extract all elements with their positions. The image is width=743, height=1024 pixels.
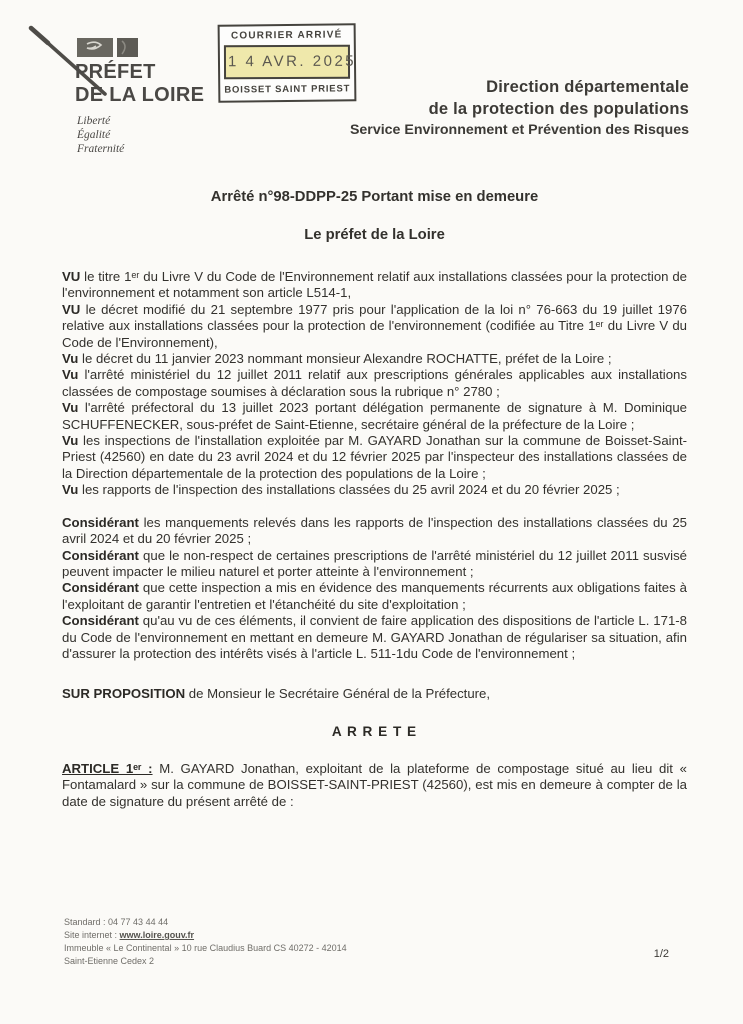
motto-egalite: Égalité xyxy=(77,129,111,141)
footer-website-link: www.loire.gouv.fr xyxy=(119,930,195,940)
paragraph-text: que cette inspection a mis en évidence des manquements récurrents aux obligations faites à l'exploitant de garantir l'entretien et l'étanchéité du site d'exploitation ; xyxy=(62,580,687,612)
paragraph-lead: Vu xyxy=(62,433,79,449)
paragraph-text: les inspections de l'installation exploitée par M. GAYARD Jonathan sur la commune de Boisset-Saint-Priest (42560) en date du 23 avril 2024 et du 12 février 2025 par l'inspecteur des installations classées de la Direction départementale de la protection des populations de la Loire ; xyxy=(62,433,687,481)
paragraph-considerant xyxy=(62,613,687,662)
paragraph-considerant xyxy=(62,515,687,548)
paragraph-article-1 xyxy=(62,761,687,810)
paragraph-text: le titre 1ᵉʳ du Livre V du Code de l'Environnement relatif aux installations classées pour la protection de l'environnement et notamment son article L514-1, xyxy=(62,269,687,301)
motto-liberte: Liberté xyxy=(77,115,111,127)
motto-fraternite: Fraternité xyxy=(77,143,125,155)
paragraph-vu xyxy=(62,367,687,400)
paragraph-considerant xyxy=(62,580,687,613)
paragraph-lead: Considérant xyxy=(62,547,139,563)
paragraph-lead: Vu xyxy=(62,482,79,498)
paragraph-vu xyxy=(62,269,687,302)
paragraph-vu xyxy=(62,433,687,482)
proposition-section xyxy=(62,686,687,702)
paragraph-considerant xyxy=(62,548,687,581)
footer-address-line2: Saint-Etienne Cedex 2 xyxy=(64,956,155,966)
paragraph-text: le décret modifié du 21 septembre 1977 pris pour l'application de la loi n° 76-663 du 19 juillet 1976 relative aux installations classées pour la protection de l'environnement (codifiée au Titre 1ᵉʳ du Livre V du Code de l'Environnement), xyxy=(62,301,687,350)
stamp-header: COURRIER ARRIVÉ xyxy=(230,29,343,42)
stamp-commune: BOISSET SAINT PRIEST xyxy=(224,83,351,96)
paragraph-lead: Considérant xyxy=(62,613,139,629)
paragraph-lead: VU xyxy=(62,301,81,317)
stamp-date: 1 4 AVR. 2025 xyxy=(227,52,357,71)
service-line2: de la protection des populations xyxy=(428,100,689,118)
paragraph-text: l'arrêté préfectoral du 13 juillet 2023 portant délégation permanente de signature à M. Dominique SCHUFFENECKER, sous-préfet de Saint-Etienne, secrétaire général de la préfecture de la Loire ; xyxy=(62,400,687,432)
article-section xyxy=(62,761,687,810)
paragraph-proposition xyxy=(62,686,687,702)
paragraph-lead: Vu xyxy=(62,400,79,416)
paragraph-lead: SUR PROPOSITION xyxy=(62,686,186,702)
paragraph-text: M. GAYARD Jonathan, exploitant de la plateforme de compostage situé au lieu dit « Fontamalard » sur la commune de BOISSET-SAINT-PRIEST (42560), est mis en demeure à compter de la date de signature du présent arrêté de : xyxy=(62,760,687,809)
arrete-heading: A R R E T E xyxy=(331,723,418,739)
paragraph-lead: Considérant xyxy=(62,514,139,530)
footer-website-line xyxy=(64,929,347,942)
footer-website-label: Site internet : xyxy=(64,930,120,940)
footer-address-line1: Immeuble « Le Continental » 10 rue Claudius Buard CS 40272 - 42014 xyxy=(64,943,347,953)
paragraph-lead: Vu xyxy=(62,351,79,367)
paragraph-text: les rapports de l'inspection des installations classées du 25 avril 2024 et du 20 février 2025 ; xyxy=(78,482,620,498)
considerant-section xyxy=(62,515,687,663)
document-subtitle: Le préfet de la Loire xyxy=(304,227,445,243)
vu-section xyxy=(62,269,687,499)
logo-title-line2: DE LA LOIRE xyxy=(75,84,205,106)
paragraph-text: l'arrêté ministériel du 12 juillet 2011 relatif aux prescriptions générales applicables aux installations classées de compostage soumises à déclaration sous la rubrique n° 2780 ; xyxy=(62,367,687,399)
service-line1: Direction départementale xyxy=(486,78,689,96)
paragraph-lead: Vu xyxy=(62,367,79,383)
document-title: Arrêté n°98-DDPP-25 Portant mise en demeure xyxy=(210,189,539,205)
logo-title-line1: PRÉFET xyxy=(75,61,156,83)
paragraph-vu xyxy=(62,351,687,367)
paragraph-vu xyxy=(62,482,687,498)
page-number: 1/2 xyxy=(653,948,669,960)
paragraph-text: de Monsieur le Secrétaire Général de la Préfecture, xyxy=(185,686,491,702)
paragraph-text: que le non-respect de certaines prescriptions de l'arrêté ministériel du 12 juillet 2011 susvisé peuvent impacter le milieu naturel et porter atteinte à l'environnement ; xyxy=(62,547,687,579)
service-line3: Service Environnement et Prévention des Risques xyxy=(349,122,689,138)
paragraph-vu xyxy=(62,400,687,433)
paragraph-text: le décret du 11 janvier 2023 nommant monsieur Alexandre ROCHATTE, préfet de la Loire ; xyxy=(78,351,612,367)
paragraph-text: les manquements relevés dans les rapports de l'inspection des installations classées du 25 avril 2024 et du 20 février 2025 ; xyxy=(62,514,687,547)
paragraph-lead: Considérant xyxy=(62,580,139,596)
paragraph-lead: VU xyxy=(62,269,81,284)
article-lead: ARTICLE 1ᵉʳ : xyxy=(62,760,153,776)
document-body xyxy=(62,0,687,810)
paragraph-vu xyxy=(62,302,687,351)
paragraph-text: qu'au vu de ces éléments, il convient de faire application des dispositions de l'article L. 171-8 du Code de l'environnement en mettant en demeure M. GAYARD Jonathan de régulariser sa situation, afin d'assurer la protection des intérêts visés à l'article L. 511-1du Code de l'environnement ; xyxy=(62,613,687,661)
footer-phone: Standard : 04 77 43 44 44 xyxy=(64,917,169,927)
footer-contact-block xyxy=(64,916,347,968)
